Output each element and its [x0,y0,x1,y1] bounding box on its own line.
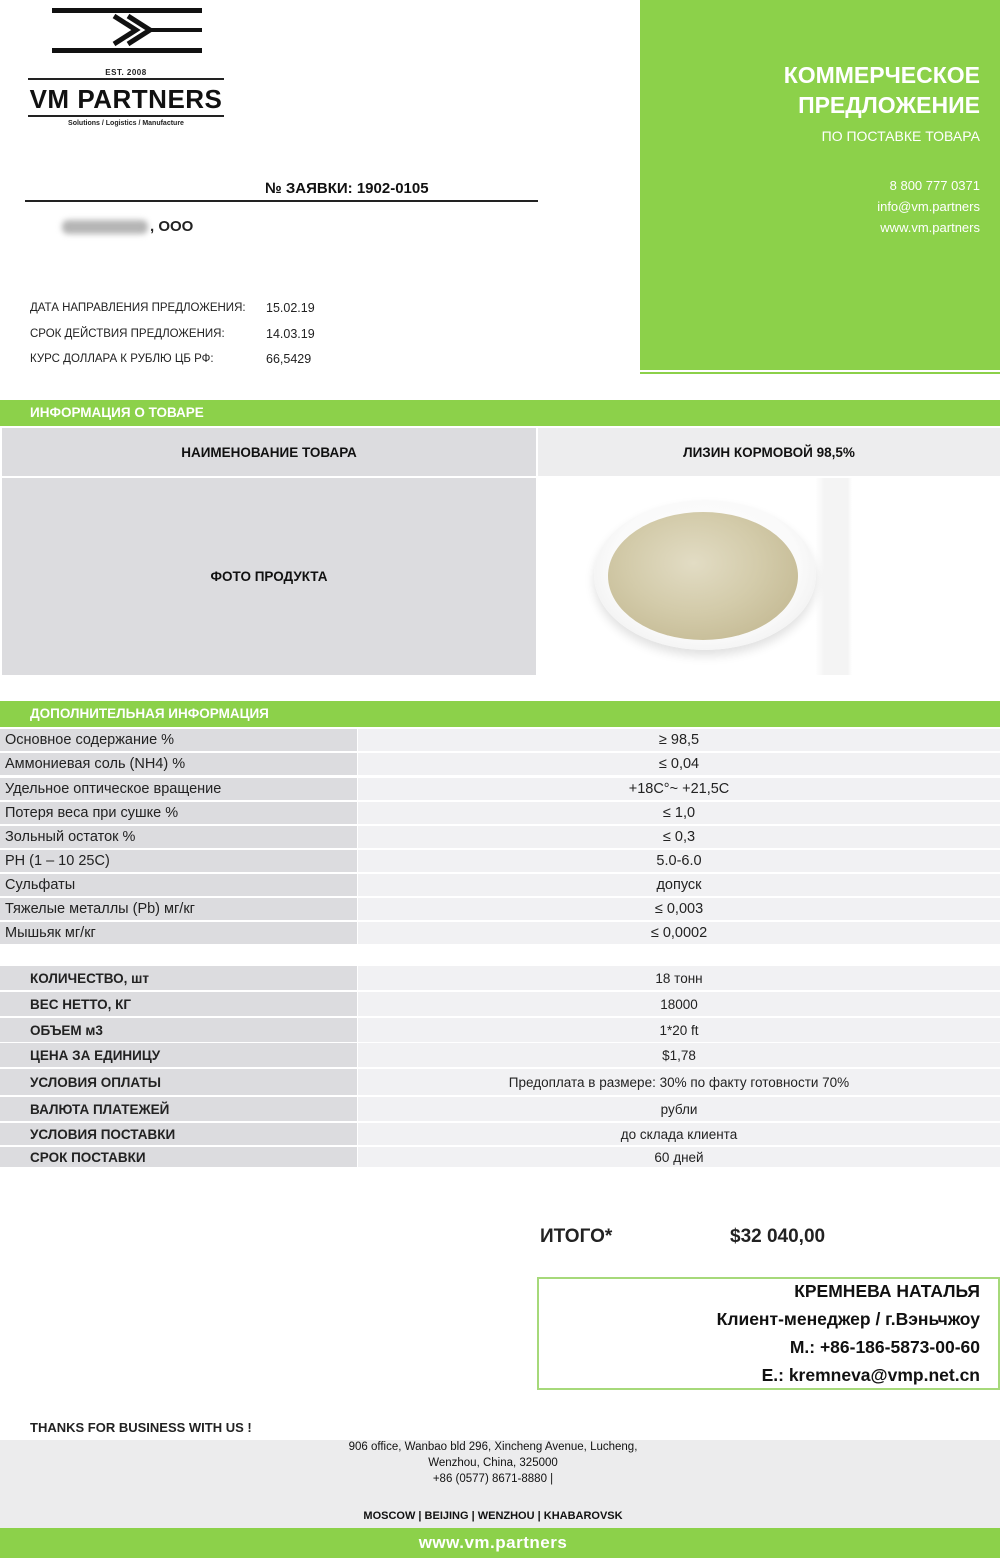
vm-partners-logo-icon [52,8,202,54]
section-additional-info: ДОПОЛНИТЕЛЬНАЯ ИНФОРМАЦИЯ [0,701,1000,727]
spec-label: Сульфаты [0,874,357,896]
document-title [660,60,980,120]
manager-name: КРЕМНЕВА НАТАЛЬЯ [794,1281,980,1301]
manager-position: Клиент-менеджер / г.Вэньчжоу [716,1309,980,1329]
meta-value: 14.03.19 [266,327,315,341]
footer-phone: +86 (0577) 8671-8880 | [432,1473,554,1485]
logo-est: EST. 2008 [105,68,147,77]
total-value: $32 040,00 [730,1226,826,1247]
footer-address-line: Wenzhou, China, 325000 [428,1457,558,1469]
footer-address-line: 906 office, Wanbao bld 296, Xincheng Avenue, Lucheng, [348,1441,638,1453]
spec-value: ≤ 1,0 [358,802,1000,824]
term-label: ВАЛЮТА ПЛАТЕЖЕЙ [0,1097,357,1121]
spec-value: +18С°~ +21,5С [358,778,1000,800]
order-divider [25,200,538,202]
term-label: СРОК ПОСТАВКИ [0,1147,357,1167]
client-suffix: , ООО [150,218,194,235]
term-value: 60 дней [358,1147,1000,1167]
document-subtitle: ПО ПОСТАВКЕ ТОВАРА [821,128,980,144]
term-value: 18000 [358,992,1000,1016]
term-value: рубли [358,1097,1000,1121]
term-label: УСЛОВИЯ ОПЛАТЫ [0,1069,357,1095]
logo-tagline: Solutions / Logistics / Manufacture [68,120,184,127]
meta-label: ДАТА НАПРАВЛЕНИЯ ПРЕДЛОЖЕНИЯ: [30,302,246,314]
logo-name: VM PARTNERS [29,84,223,114]
term-label: УСЛОВИЯ ПОСТАВКИ [0,1123,357,1145]
spec-value: ≤ 0,0002 [358,922,1000,944]
meta-label: КУРС ДОЛЛАРА К РУБЛЮ ЦБ РФ: [30,353,214,365]
manager-mobile: М.: +86-186-5873-00-60 [789,1337,980,1357]
footer-cities: MOSCOW | BEIJING | WENZHOU | KHABAROVSK [363,1510,623,1522]
meta-label: СРОК ДЕЙСТВИЯ ПРЕДЛОЖЕНИЯ: [30,328,225,340]
client-name-redacted [62,220,148,234]
footer-website-link[interactable]: www.vm.partners [418,1533,568,1552]
header-panel-rule [640,372,1000,374]
term-label: КОЛИЧЕСТВО, шт [0,966,357,990]
logo-divider [28,115,224,117]
spec-label: Аммониевая соль (NH4) % [0,753,357,775]
term-label: ВЕС НЕТТО, КГ [0,992,357,1016]
header-phone: 8 800 777 0371 [889,178,980,193]
spec-value: ≤ 0,003 [358,898,1000,920]
spec-label: Мышьяк мг/кг [0,922,357,944]
document-title-line2: ПРЕДЛОЖЕНИЕ [798,92,980,118]
spec-value: допуск [358,874,1000,896]
spec-label: Удельное оптическое вращение [0,778,357,800]
spec-label: Основное содержание % [0,729,357,751]
total-label: ИТОГО* [540,1226,613,1247]
product-name-label: НАИМЕНОВАНИЕ ТОВАРА [2,428,536,476]
spec-label: Потеря веса при сушке % [0,802,357,824]
section-product-info: ИНФОРМАЦИЯ О ТОВАРЕ [0,400,1000,426]
logo-divider [28,78,224,80]
spec-label: PH (1 – 10 25С) [0,850,357,872]
spec-label: Зольный остаток % [0,826,357,848]
client-name [62,218,193,235]
term-value: 1*20 ft [358,1018,1000,1042]
term-value: $1,78 [358,1043,1000,1067]
spec-value: ≤ 0,04 [358,753,1000,775]
term-label: ЦЕНА ЗА ЕДИНИЦУ [0,1043,357,1067]
thanks-note: THANKS FOR BUSINESS WITH US ! [30,1420,252,1435]
document-title-line1: КОММЕРЧЕСКОЕ [783,62,980,88]
spec-value: 5.0-6.0 [358,850,1000,872]
term-value: до склада клиента [358,1123,1000,1145]
order-number: № ЗАЯВКИ: 1902-0105 [265,180,429,197]
spec-value: ≤ 0,3 [358,826,1000,848]
term-value: 18 тонн [358,966,1000,990]
meta-value: 15.02.19 [266,301,315,315]
term-value: Предоплата в размере: 30% по факту готовности 70% [358,1069,1000,1095]
spec-label: Тяжелые металлы (Pb) мг/кг [0,898,357,920]
header-website[interactable]: www.vm.partners [880,220,980,235]
product-photo-label: ФОТО ПРОДУКТА [2,478,536,675]
meta-value: 66,5429 [266,352,312,366]
product-photo-powder [608,512,798,640]
product-name-value: ЛИЗИН КОРМОВОЙ 98,5% [538,428,1000,476]
spec-value: ≥ 98,5 [358,729,1000,751]
manager-email[interactable]: Е.: kremneva@vmp.net.cn [761,1365,980,1385]
term-label: ОБЪЕМ м3 [0,1018,357,1042]
header-email[interactable]: info@vm.partners [877,199,980,214]
